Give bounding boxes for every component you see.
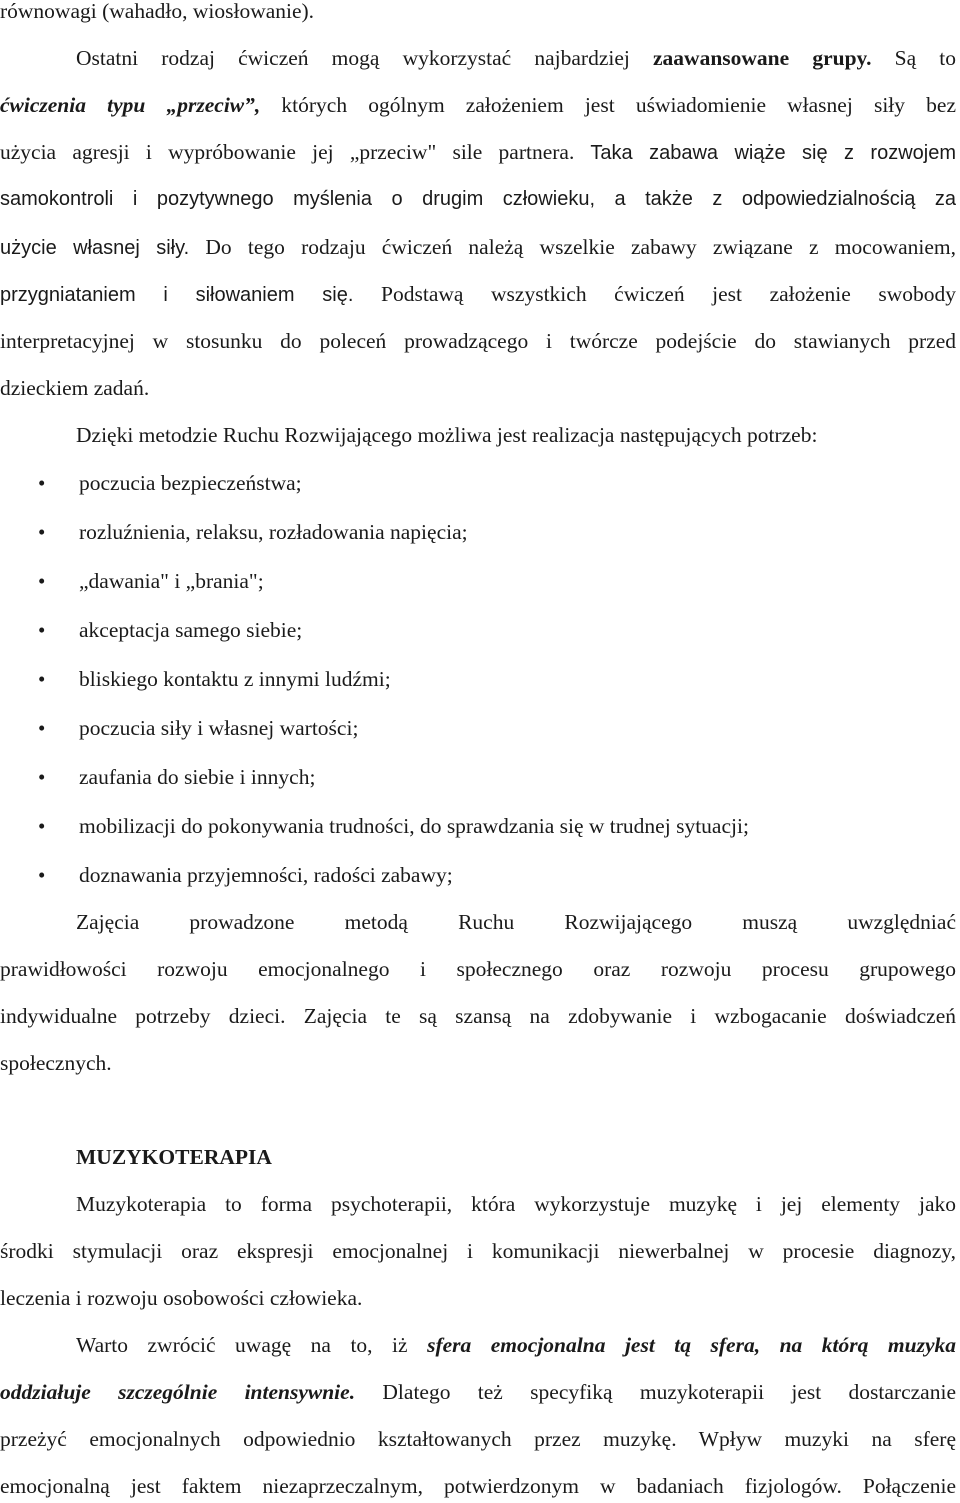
text-span: Dzięki metodzie Ruchu Rozwijającego możliwa jest realizacja następujących potrzeb: <box>76 423 818 447</box>
text-span: dzieckiem zadań. <box>0 376 150 400</box>
text-line <box>76 420 956 450</box>
text-span: Dlatego też specyfiką muzykoterapii jest dostarczanie <box>355 1380 956 1404</box>
text-span: użycie własnej siły. <box>0 237 190 259</box>
text-span: interpretacyjnej w stosunku do poleceń prowadzącego i twórcze podejście do stawianych przed <box>0 329 956 353</box>
section-heading: MUZYKOTERAPIA <box>76 1145 272 1169</box>
text-span: Ostatni rodzaj ćwiczeń mogą wykorzystać najbardziej <box>76 46 654 70</box>
bullet-icon: • <box>38 716 46 740</box>
text-line <box>0 137 956 167</box>
text-span: Są to <box>871 46 956 70</box>
text-span: Zajęcia prowadzone metodą Ruchu Rozwijającego muszą uwzględniać <box>76 910 956 934</box>
text-line <box>0 232 956 262</box>
bold-span: zaawansowane grupy. <box>653 46 872 70</box>
bullet-icon: • <box>38 471 46 495</box>
list-item: „dawania" i „brania"; <box>79 569 264 593</box>
bullet-icon: • <box>38 863 46 887</box>
text-span: indywidualne potrzeby dzieci. Zajęcia te są szansą na zdobywanie i wzbogacanie doświadczeń <box>0 1004 956 1028</box>
text-line <box>76 907 956 937</box>
text-line <box>76 43 956 73</box>
bullet-icon: • <box>38 569 46 593</box>
text-line <box>0 1377 956 1407</box>
text-line <box>0 326 956 356</box>
list-item: zaufania do siebie i innych; <box>79 765 316 789</box>
text-line <box>0 1236 956 1266</box>
text-line <box>0 1048 956 1078</box>
text-line <box>0 373 956 403</box>
list-item: bliskiego kontaktu z innymi ludźmi; <box>79 667 391 691</box>
list-item: rozluźnienia, relaksu, rozładowania napięcia; <box>79 520 468 544</box>
text-line <box>0 1424 956 1454</box>
bold-italic-span: oddziałuje szczególnie intensywnie. <box>0 1380 356 1404</box>
text-line <box>76 1330 956 1360</box>
text-line <box>0 1283 956 1313</box>
text-span: równowagi (wahadło, wiosłowanie). <box>0 0 315 23</box>
text-line <box>0 184 956 214</box>
bullet-icon: • <box>38 765 46 789</box>
text-line <box>0 279 956 309</box>
text-span: Muzykoterapia to forma psychoterapii, która wykorzystuje muzykę i jej elementy jako <box>76 1192 956 1216</box>
list-item: mobilizacji do pokonywania trudności, do sprawdzania się w trudnej sytuacji; <box>79 814 749 838</box>
text-span: społecznych. <box>0 1051 112 1075</box>
text-line <box>0 1471 956 1501</box>
list-item: poczucia siły i własnej wartości; <box>79 716 359 740</box>
bullet-icon: • <box>38 520 46 544</box>
bullet-icon: • <box>38 618 46 642</box>
text-span: użycia agresji i wypróbowanie jej „przeciw" sile partnera. <box>0 140 575 164</box>
bullet-icon: • <box>38 667 46 691</box>
text-span: emocjonalną jest faktem niezaprzeczalnym, potwierdzonym w badaniach fizjologów. Połączenie <box>0 1474 956 1498</box>
bold-italic-span: ćwiczenia typu „przeciw”, <box>0 93 261 117</box>
text-span: Taka zabawa wiąże się z rozwojem <box>574 142 957 164</box>
text-span: przygniataniem i siłowaniem się. <box>0 284 354 306</box>
text-span: Podstawą wszystkich ćwiczeń jest założenie swobody <box>353 282 956 306</box>
text-line <box>0 0 956 26</box>
text-span: samokontroli i pozytywnego myślenia o drugim człowieku, a także z odpowiedzialnością za <box>0 188 956 210</box>
text-span: leczenia i rozwoju osobowości człowieka. <box>0 1286 363 1310</box>
bold-italic-span: sfera emocjonalna jest tą sfera, na którą muzyka <box>427 1333 956 1357</box>
list-item: poczucia bezpieczeństwa; <box>79 471 302 495</box>
text-line <box>76 1189 956 1219</box>
list-item: akceptacja samego siebie; <box>79 618 303 642</box>
text-span: Do tego rodzaju ćwiczeń należą wszelkie zabawy związane z mocowaniem, <box>189 235 956 259</box>
text-line <box>0 1001 956 1031</box>
text-span: Warto zwrócić uwagę na to, iż <box>76 1333 428 1357</box>
text-span: prawidłowości rozwoju emocjonalnego i społecznego oraz rozwoju procesu grupowego <box>0 957 956 981</box>
text-span: środki stymulacji oraz ekspresji emocjonalnej i komunikacji niewerbalnej w procesie diagnozy, <box>0 1239 956 1263</box>
text-line <box>0 90 956 120</box>
list-item: doznawania przyjemności, radości zabawy; <box>79 863 453 887</box>
text-span: których ogólnym założeniem jest uświadomienie własnej siły bez <box>260 93 956 117</box>
bullet-icon: • <box>38 814 46 838</box>
text-span: przeżyć emocjonalnych odpowiednio kształtowanych przez muzykę. Wpływ muzyki na sferę <box>0 1427 956 1451</box>
text-line <box>0 954 956 984</box>
